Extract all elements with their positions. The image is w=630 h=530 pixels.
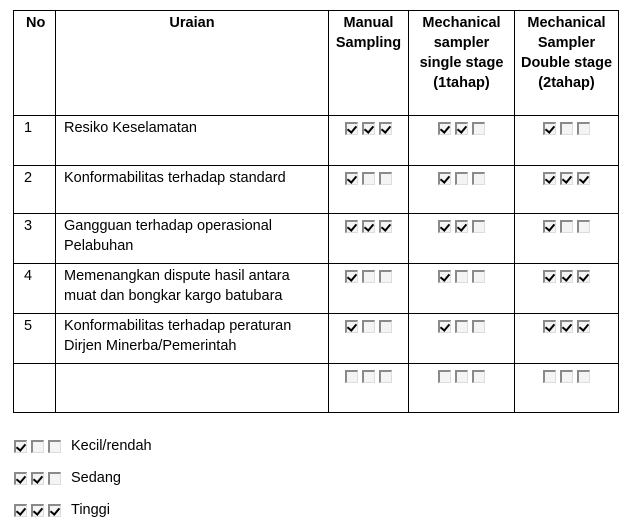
checked-checkbox-icon — [379, 122, 392, 135]
row-uraian: Konformabilitas terhadap peraturan Dirjen Minerba/Pemerintah — [56, 314, 329, 364]
single-rating — [409, 264, 515, 314]
unchecked-checkbox-icon — [362, 370, 375, 383]
row-no: 1 — [14, 116, 56, 166]
rating-boxes — [438, 220, 485, 233]
rating-boxes — [543, 320, 590, 333]
unchecked-checkbox-icon — [577, 370, 590, 383]
checked-checkbox-icon — [543, 122, 556, 135]
unchecked-checkbox-icon — [472, 320, 485, 333]
legend-boxes — [14, 440, 61, 453]
double-rating — [515, 314, 619, 364]
comparison-table — [13, 10, 619, 413]
single-rating — [409, 214, 515, 264]
rating-boxes — [438, 270, 485, 283]
rating-boxes — [543, 270, 590, 283]
double-rating — [515, 166, 619, 214]
unchecked-checkbox-icon — [438, 370, 451, 383]
checked-checkbox-icon — [455, 122, 468, 135]
header-manual: Manual Sampling — [329, 11, 409, 116]
manual-rating — [329, 214, 409, 264]
double-rating — [515, 116, 619, 166]
manual-rating — [329, 264, 409, 314]
unchecked-checkbox-icon — [48, 440, 61, 453]
unchecked-checkbox-icon — [455, 370, 468, 383]
legend-label: Sedang — [71, 470, 121, 486]
checked-checkbox-icon — [455, 220, 468, 233]
manual-rating — [329, 314, 409, 364]
checked-checkbox-icon — [345, 172, 358, 185]
double-rating — [515, 364, 619, 413]
rating-boxes — [345, 172, 392, 185]
legend-item — [14, 502, 110, 518]
rating-boxes — [438, 122, 485, 135]
checked-checkbox-icon — [560, 270, 573, 283]
checked-checkbox-icon — [438, 172, 451, 185]
checked-checkbox-icon — [362, 122, 375, 135]
unchecked-checkbox-icon — [560, 370, 573, 383]
row-uraian: Memenangkan dispute hasil antara muat dan bongkar kargo batubara — [56, 264, 329, 314]
single-rating — [409, 314, 515, 364]
row-no — [14, 364, 56, 413]
checked-checkbox-icon — [438, 320, 451, 333]
unchecked-checkbox-icon — [362, 320, 375, 333]
table-row — [14, 264, 619, 314]
unchecked-checkbox-icon — [472, 270, 485, 283]
unchecked-checkbox-icon — [472, 122, 485, 135]
checked-checkbox-icon — [577, 172, 590, 185]
unchecked-checkbox-icon — [31, 440, 44, 453]
unchecked-checkbox-icon — [455, 270, 468, 283]
checked-checkbox-icon — [362, 220, 375, 233]
legend-boxes — [14, 472, 61, 485]
unchecked-checkbox-icon — [455, 320, 468, 333]
unchecked-checkbox-icon — [379, 172, 392, 185]
unchecked-checkbox-icon — [455, 172, 468, 185]
rating-boxes — [345, 122, 392, 135]
checked-checkbox-icon — [14, 440, 27, 453]
manual-rating — [329, 364, 409, 413]
checked-checkbox-icon — [438, 220, 451, 233]
unchecked-checkbox-icon — [472, 370, 485, 383]
rating-boxes — [438, 320, 485, 333]
table-row — [14, 364, 619, 413]
legend-boxes — [14, 504, 61, 517]
unchecked-checkbox-icon — [472, 220, 485, 233]
unchecked-checkbox-icon — [577, 122, 590, 135]
checked-checkbox-icon — [577, 270, 590, 283]
unchecked-checkbox-icon — [379, 320, 392, 333]
checked-checkbox-icon — [345, 220, 358, 233]
unchecked-checkbox-icon — [379, 270, 392, 283]
unchecked-checkbox-icon — [543, 370, 556, 383]
legend-item — [14, 438, 152, 454]
rating-boxes — [438, 172, 485, 185]
checked-checkbox-icon — [379, 220, 392, 233]
row-no: 4 — [14, 264, 56, 314]
row-uraian — [56, 364, 329, 413]
unchecked-checkbox-icon — [362, 270, 375, 283]
single-rating — [409, 116, 515, 166]
legend-item — [14, 470, 121, 486]
row-no: 5 — [14, 314, 56, 364]
unchecked-checkbox-icon — [379, 370, 392, 383]
rating-boxes — [345, 270, 392, 283]
table-row — [14, 214, 619, 264]
rating-boxes — [543, 220, 590, 233]
unchecked-checkbox-icon — [560, 220, 573, 233]
double-rating — [515, 264, 619, 314]
header-no: No — [14, 11, 56, 116]
manual-rating — [329, 166, 409, 214]
checked-checkbox-icon — [543, 270, 556, 283]
table-row — [14, 314, 619, 364]
rating-boxes — [543, 172, 590, 185]
checked-checkbox-icon — [438, 270, 451, 283]
unchecked-checkbox-icon — [577, 220, 590, 233]
checked-checkbox-icon — [543, 220, 556, 233]
row-no: 2 — [14, 166, 56, 214]
checked-checkbox-icon — [345, 320, 358, 333]
unchecked-checkbox-icon — [362, 172, 375, 185]
checked-checkbox-icon — [543, 172, 556, 185]
manual-rating — [329, 116, 409, 166]
unchecked-checkbox-icon — [472, 172, 485, 185]
checked-checkbox-icon — [577, 320, 590, 333]
unchecked-checkbox-icon — [345, 370, 358, 383]
legend-label: Kecil/rendah — [71, 438, 152, 454]
unchecked-checkbox-icon — [48, 472, 61, 485]
checked-checkbox-icon — [48, 504, 61, 517]
row-uraian: Gangguan terhadap operasional Pelabuhan — [56, 214, 329, 264]
single-rating — [409, 166, 515, 214]
checked-checkbox-icon — [31, 504, 44, 517]
header-double: Mechanical Sampler Double stage (2tahap) — [515, 11, 619, 116]
row-uraian: Resiko Keselamatan — [56, 116, 329, 166]
row-uraian: Konformabilitas terhadap standard — [56, 166, 329, 214]
checked-checkbox-icon — [14, 504, 27, 517]
table-row — [14, 166, 619, 214]
rating-boxes — [438, 370, 485, 383]
rating-boxes — [345, 320, 392, 333]
rating-boxes — [543, 370, 590, 383]
checked-checkbox-icon — [345, 122, 358, 135]
legend-label: Tinggi — [71, 502, 110, 518]
checked-checkbox-icon — [14, 472, 27, 485]
header-uraian: Uraian — [56, 11, 329, 116]
checked-checkbox-icon — [31, 472, 44, 485]
unchecked-checkbox-icon — [560, 122, 573, 135]
checked-checkbox-icon — [543, 320, 556, 333]
single-rating — [409, 364, 515, 413]
header-single: Mechanical sampler single stage (1tahap) — [409, 11, 515, 116]
table-row — [14, 116, 619, 166]
row-no: 3 — [14, 214, 56, 264]
checked-checkbox-icon — [560, 320, 573, 333]
checked-checkbox-icon — [438, 122, 451, 135]
checked-checkbox-icon — [560, 172, 573, 185]
rating-boxes — [543, 122, 590, 135]
rating-boxes — [345, 220, 392, 233]
header-row — [14, 11, 619, 116]
checked-checkbox-icon — [345, 270, 358, 283]
double-rating — [515, 214, 619, 264]
rating-boxes — [345, 370, 392, 383]
